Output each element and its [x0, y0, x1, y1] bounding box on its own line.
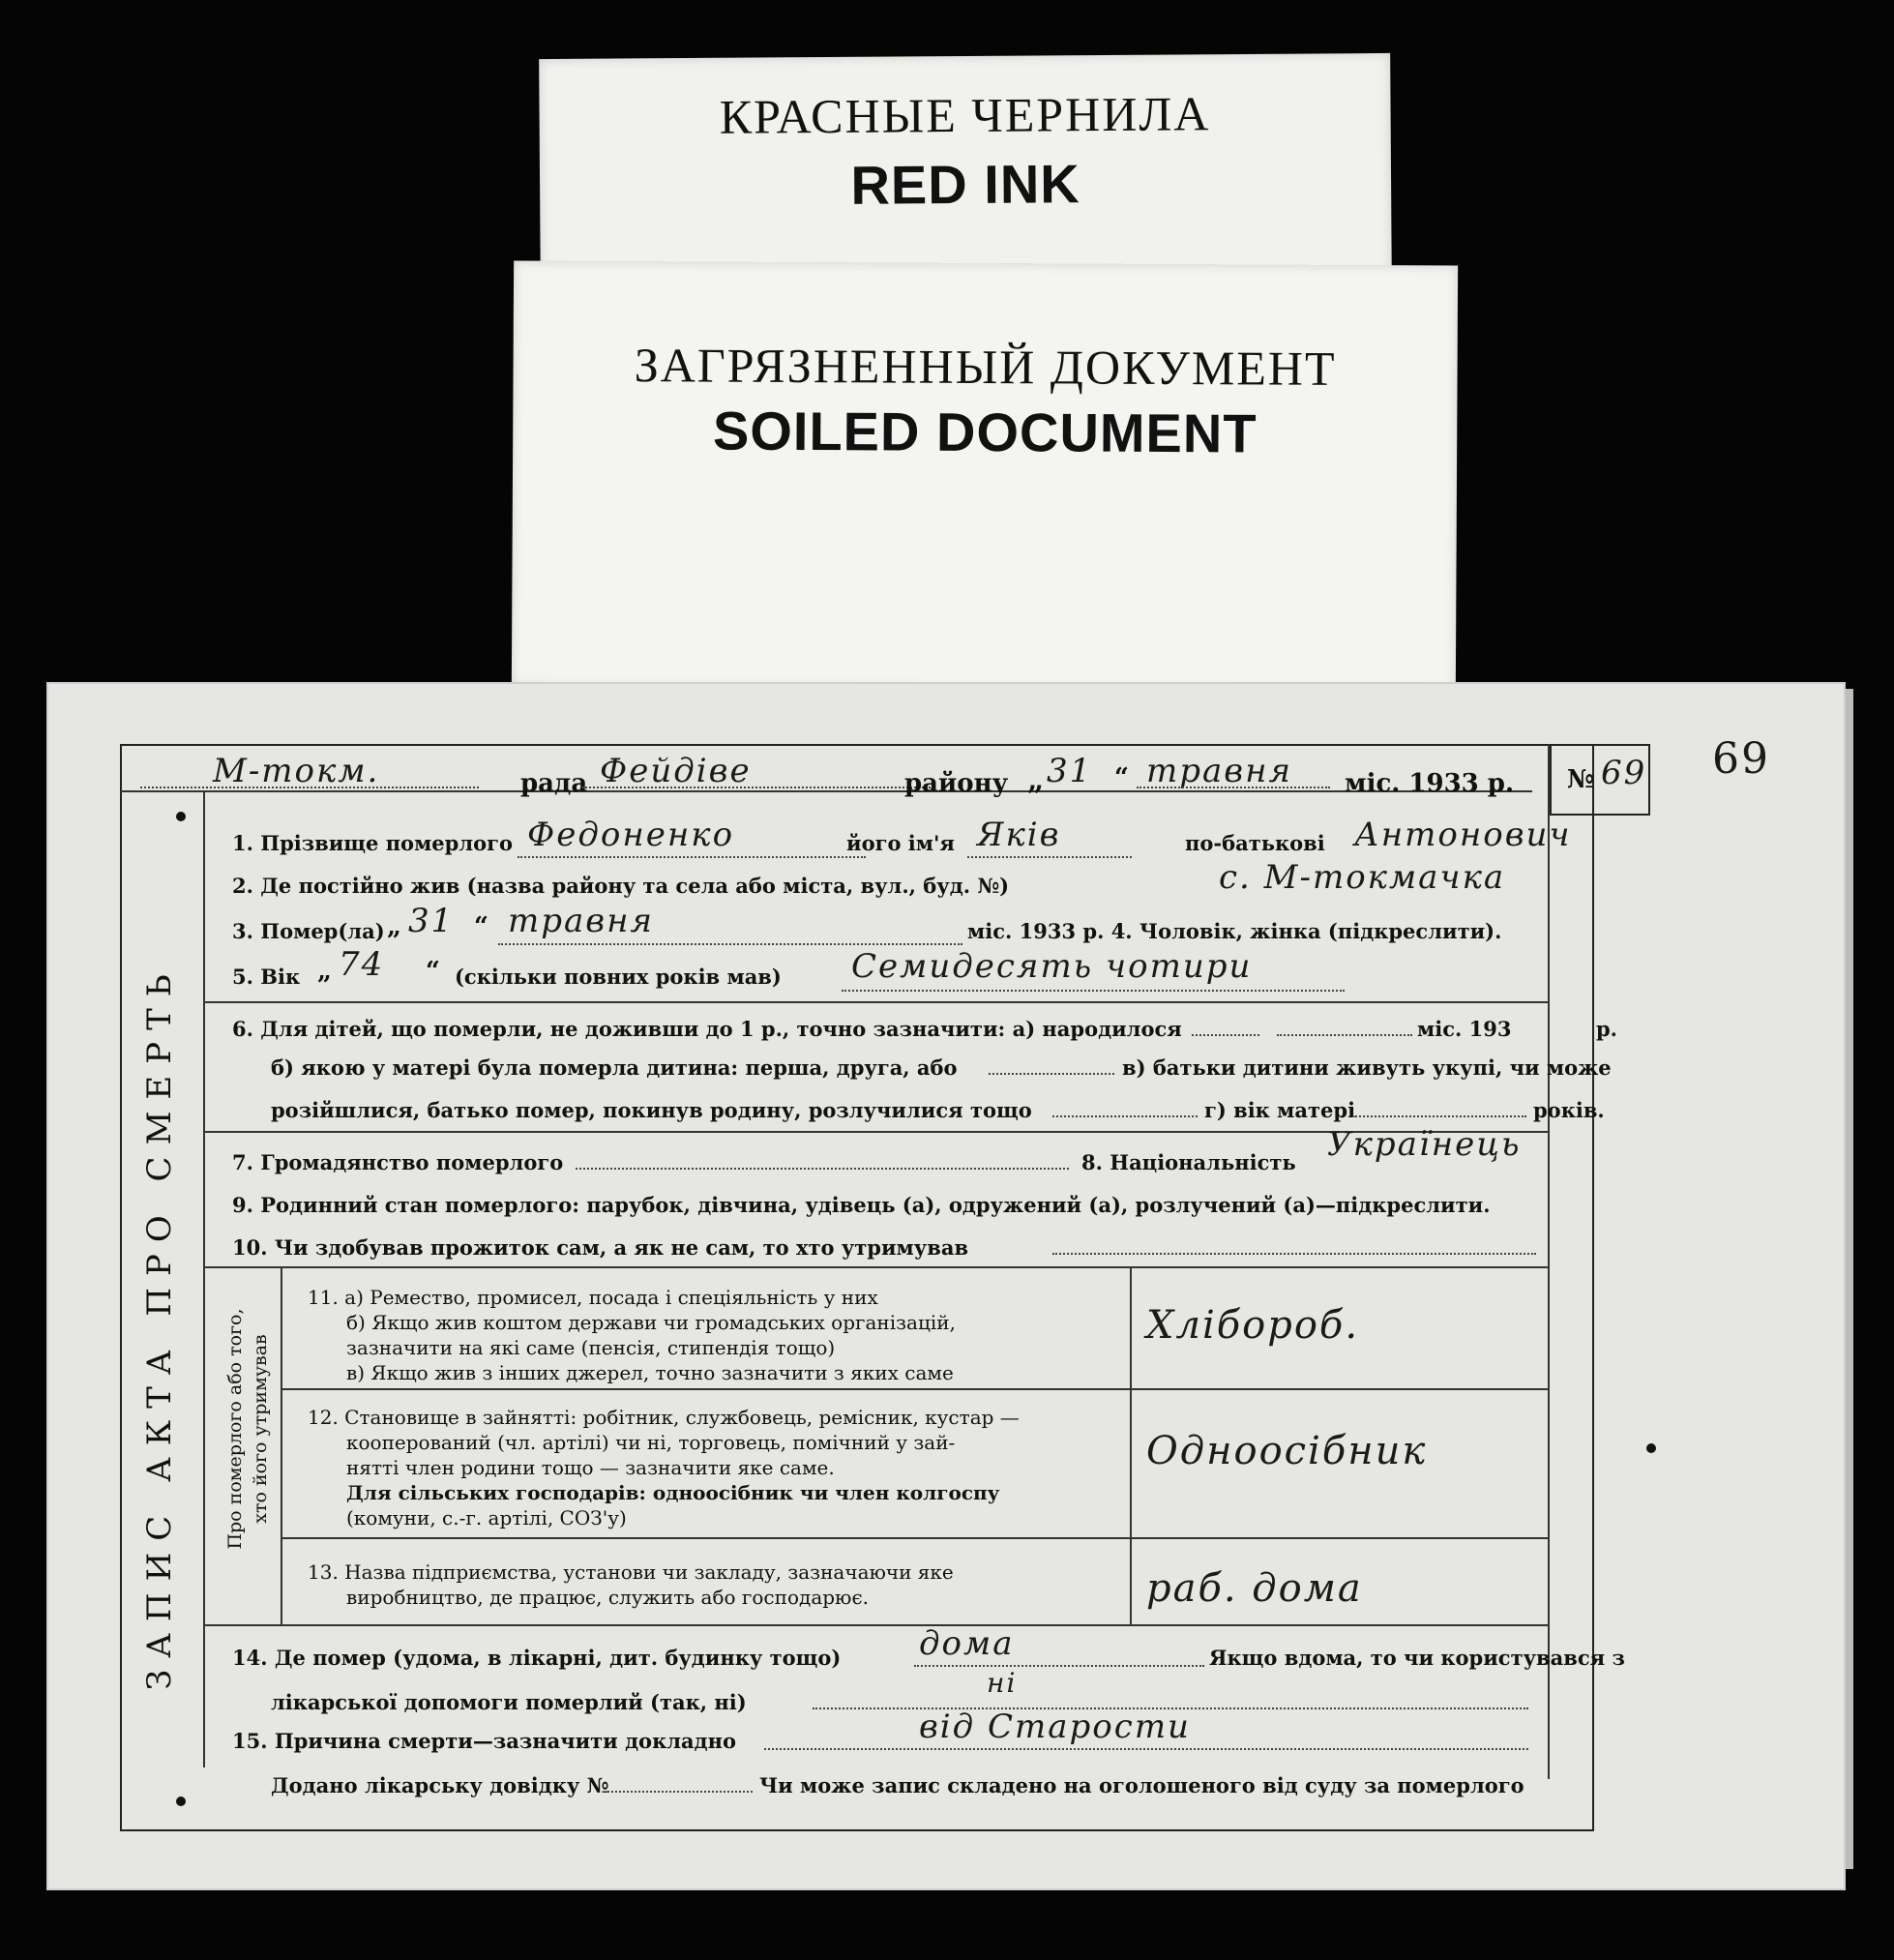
r11-occupation-handwritten: Хлібороб. [1146, 1303, 1360, 1348]
quote-close: “ [1114, 763, 1129, 792]
r3-dots [498, 943, 962, 945]
r13-workplace-handwritten: раб. дома [1146, 1566, 1363, 1611]
r9-label: 9. Родинний стан померлого: парубок, дівчина, удівець (а), одружений (а), розлучений (а)—підкреслити. [232, 1193, 1491, 1217]
header-month-handwritten: травня [1146, 752, 1292, 790]
r14-label-3: лікарської допомоги померлий (так, ні) [271, 1690, 747, 1714]
r15-dots-2 [607, 1791, 753, 1793]
number-label: № [1567, 765, 1595, 794]
r1-name-handwritten: Яків [977, 816, 1061, 854]
r6-dots-a [1192, 1034, 1259, 1036]
r11-line-3: зазначити на які саме (пенсія, стипендія тощо) [346, 1336, 836, 1359]
death-record-card [46, 682, 1846, 1890]
r3-month-handwritten: травня [508, 902, 654, 940]
place-dotline [140, 787, 479, 788]
binder-dot-1 [176, 812, 186, 821]
r6-line-c-3: років. [1533, 1098, 1605, 1122]
r6-dots-c [989, 1073, 1114, 1075]
r6-dots-b [1277, 1034, 1412, 1036]
r3-label: 3. Помер(ла) [232, 919, 385, 943]
r12-line-3: нятті член родини тощо — зазначити яке саме. [346, 1456, 835, 1479]
r1-surname-handwritten: Федоненко [527, 816, 735, 854]
r14-label: 14. Де помер (удома, в лікарні, дит. будинку тощо) [232, 1646, 842, 1670]
side-label [222, 1274, 273, 1584]
r1-label-surname: 1. Прізвище померлого [232, 831, 514, 855]
red-ink-note-en: RED INK [850, 153, 1080, 216]
r6-line-a: 6. Для дітей, що померли, не доживши до 1 р., точно зазначити: а) народилося [232, 1017, 1182, 1041]
divider-3 [203, 1266, 1548, 1268]
rayon-label: району [904, 769, 1009, 798]
red-ink-note-ru: КРАСНЫЕ ЧЕРНИЛА [719, 86, 1211, 144]
side-label-line-2: хто його утримував [250, 1334, 271, 1524]
r5-label: 5. Вік [232, 965, 301, 989]
r12-line-2: кооперований (чл. артілі) чи ні, торговець, помічний у зай- [346, 1431, 956, 1454]
r15-label-2: Додано лікарську довідку № [271, 1773, 609, 1797]
header-line [120, 790, 1532, 792]
header-place-handwritten: М-токм. [213, 752, 380, 790]
rada-label: рада [520, 769, 588, 798]
binder-dot-2 [176, 1797, 186, 1806]
r8-nationality-handwritten: Українець [1327, 1125, 1522, 1164]
page-stack-edge-2 [1846, 689, 1853, 1869]
r14-place-handwritten: дома [919, 1624, 1015, 1663]
soiled-note-ru: ЗАГРЯЗНЕННЫЙ ДОКУМЕНТ [634, 338, 1337, 396]
r11-line-2: б) Якщо жив коштом держави чи громадських організацій, [346, 1311, 956, 1334]
quote-open: „ [1027, 763, 1045, 797]
soiled-document-note [512, 260, 1458, 691]
r5-age-words-handwritten: Семидесять чотири [851, 947, 1253, 986]
r6-line-a-2: міс. 193 [1417, 1017, 1512, 1041]
divider-11 [281, 1388, 1548, 1390]
divider-12 [281, 1537, 1548, 1539]
r7-dots [576, 1168, 1069, 1170]
mis-label: міс. 1933 р. [1345, 769, 1515, 798]
r2-residence-handwritten: с. М-токмачка [1219, 858, 1506, 897]
r5-quote-close: “ [426, 957, 440, 986]
month-dotline [1137, 787, 1330, 788]
r6-line-c-2: г) вік матері [1204, 1098, 1356, 1122]
r5-dots [842, 990, 1345, 992]
answer-column-border [1130, 1266, 1132, 1624]
r15-label: 15. Причина смерти—зазначити докладно [232, 1729, 737, 1753]
binder-dot-3 [1646, 1443, 1656, 1453]
left-inner-border [203, 790, 205, 1767]
r6-line-a-3: р. [1596, 1017, 1617, 1041]
vertical-title: ЗАПИС АКТА ПРО СМЕРТЬ [140, 963, 179, 1690]
soiled-note-en: SOILED DOCUMENT [712, 400, 1258, 464]
r3-label-2: міс. 1933 р. 4. Чоловік, жінка (підкреслити). [967, 919, 1502, 943]
r3-quote-close: “ [474, 912, 488, 941]
r1-dots-2 [967, 856, 1132, 858]
r1-label-name: його ім'я [846, 831, 955, 855]
rada-dotline [582, 787, 931, 788]
r3-quote-open: „ [387, 912, 401, 941]
r5-quote-open: „ [317, 957, 332, 986]
r6-dots-e [1352, 1115, 1526, 1117]
r15-cause-handwritten: від Старости [919, 1708, 1191, 1746]
record-number-handwritten: 69 [1601, 754, 1647, 792]
rada-handwritten: Фейдіве [600, 752, 752, 790]
r1-patronymic-handwritten: Антонович [1354, 816, 1572, 854]
r5-age-handwritten: 74 [339, 945, 385, 984]
side-label-border [281, 1266, 282, 1624]
header-day-handwritten: 31 [1047, 752, 1093, 790]
side-label-line-1: Про померлого або того, [224, 1308, 246, 1550]
right-inner-border [1548, 744, 1550, 1779]
r14-medical-help-handwritten: ні [987, 1667, 1018, 1699]
r15-dots [764, 1748, 1528, 1750]
r5-label-2: (скільки повних років мав) [455, 965, 782, 989]
r6-line-b: б) якою у матері була померла дитина: перша, друга, або [271, 1055, 958, 1080]
r10-dots [1052, 1253, 1536, 1255]
r11-line-4: в) Якщо жив з інших джерел, точно зазначити з яких саме [346, 1361, 954, 1384]
r6-line-b-2: в) батьки дитини живуть укупі, чи може [1122, 1055, 1612, 1080]
r13-line-1: 13. Назва підприємства, установи чи закладу, зазначаючи яке [308, 1560, 954, 1584]
r6-line-c: розійшлися, батько помер, покинув родину, розлучилися тощо [271, 1098, 1032, 1122]
r8-label: 8. Національність [1081, 1150, 1296, 1174]
divider-4 [203, 1624, 1548, 1626]
r1-label-patronymic: по-батькові [1185, 831, 1325, 855]
r11-line-1: 11. а) Ремество, промисел, посада і спеціяльність у них [308, 1286, 878, 1309]
r14-label-2: Якщо вдома, то чи користувався з [1209, 1646, 1625, 1670]
red-ink-note [539, 53, 1392, 291]
r2-label: 2. Де постійно жив (назва району та села або міста, вул., буд. №) [232, 874, 1010, 898]
r6-dots-d [1052, 1115, 1198, 1117]
r13-line-2: виробництво, де працює, служить або господарює. [346, 1586, 870, 1609]
r1-dots-1 [518, 856, 866, 858]
r7-label: 7. Громадянство померлого [232, 1150, 564, 1174]
divider-1 [203, 1001, 1548, 1003]
r12-line-1: 12. Становище в зайнятті: робітник, службовець, ремісник, кустар — [308, 1406, 1020, 1429]
r15-label-3: Чи може запис складено на оголошеного від суду за померлого [759, 1773, 1524, 1797]
margin-number: 69 [1712, 734, 1770, 784]
r10-label: 10. Чи здобував прожиток сам, а як не сам, то хто утримував [232, 1235, 969, 1260]
r12-status-handwritten: Одноосібник [1146, 1429, 1428, 1473]
r14-dots [914, 1665, 1204, 1667]
r12-line-5: (комуни, с.-г. артілі, СОЗ'у) [346, 1506, 627, 1529]
r12-line-4: Для сільських господарів: одноосібник чи член колгоспу [346, 1481, 1000, 1504]
r3-day-handwritten: 31 [408, 902, 455, 940]
